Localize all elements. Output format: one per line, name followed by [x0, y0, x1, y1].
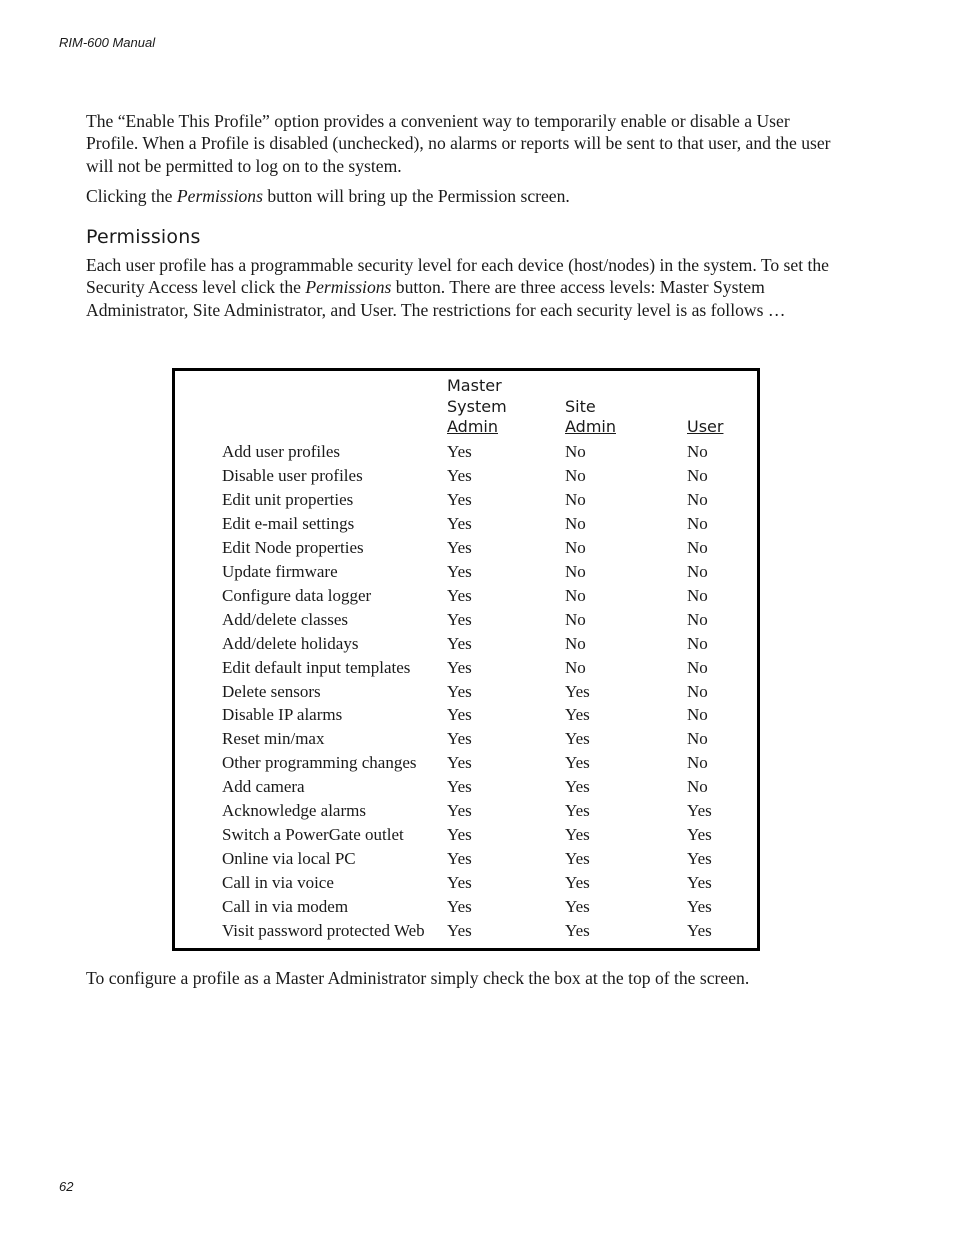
site-admin-value: Yes — [565, 681, 590, 701]
site-admin-value: Yes — [565, 921, 590, 940]
permission-name: Call in via voice — [222, 873, 334, 893]
master-admin-value: Yes — [447, 849, 472, 869]
permission-name: Add camera — [222, 777, 305, 797]
site-admin-value: Yes — [565, 777, 590, 797]
site-admin-value: No — [565, 585, 586, 605]
master-admin-value: Yes — [447, 825, 472, 845]
table-row — [0, 777, 954, 801]
site-admin-value: No — [565, 657, 586, 677]
permission-name: Delete sensors — [222, 681, 321, 701]
running-header: RIM-600 Manual — [59, 35, 156, 50]
header-site-admin: Site Admin — [565, 396, 616, 436]
master-admin-value: Yes — [447, 801, 472, 821]
permission-name: Add/delete classes — [222, 609, 349, 629]
permissions-emphasis: Permissions — [176, 186, 263, 207]
master-admin-value: Yes — [447, 729, 472, 749]
section-title: Permissions — [86, 225, 201, 248]
header-master-system-admin: Master System Admin — [447, 376, 507, 436]
permission-name: Disable user profiles — [222, 465, 363, 485]
user-value: Yes — [687, 801, 712, 821]
master-admin-value: Yes — [447, 561, 472, 581]
table-row — [0, 562, 954, 586]
user-value: No — [687, 585, 708, 605]
user-value: Yes — [687, 921, 712, 940]
table-row — [0, 825, 954, 849]
body-text — [86, 110, 846, 329]
user-value: No — [687, 705, 708, 725]
permission-name: Other programming changes — [222, 753, 417, 773]
table-row — [0, 921, 954, 945]
table-row — [0, 490, 954, 514]
site-admin-value: No — [565, 609, 586, 629]
table-row — [0, 682, 954, 706]
user-value: No — [687, 513, 708, 533]
table-row — [0, 897, 954, 921]
permission-name: Reset min/max — [222, 729, 325, 749]
master-admin-value: Yes — [447, 633, 472, 653]
table-row — [0, 634, 954, 658]
site-admin-value: Yes — [565, 753, 590, 773]
user-value: No — [687, 537, 708, 557]
site-admin-value: Yes — [565, 705, 590, 725]
site-admin-value: No — [565, 465, 586, 485]
permission-name: Add/delete holidays — [222, 633, 359, 653]
table-row — [0, 705, 954, 729]
page-number: 62 — [59, 1179, 74, 1194]
permission-name: Edit default input templates — [222, 657, 411, 677]
site-admin-value: No — [565, 537, 586, 557]
master-admin-value: Yes — [447, 609, 472, 629]
site-admin-value: Yes — [565, 849, 590, 869]
master-admin-value: Yes — [447, 489, 472, 509]
master-admin-value: Yes — [447, 465, 472, 485]
user-value: No — [687, 561, 708, 581]
section-paragraph: Each user profile has a programmable security level for each device (host/nodes) in the system. To set the Security Access level click the Permissions button. There are three access levels: Master System Administrator, Site Administrator, and User. The restrictions for each security level is as follows … — [86, 255, 829, 320]
permission-name: Call in via modem — [222, 897, 349, 917]
site-admin-value: Yes — [565, 873, 590, 893]
table-row — [0, 801, 954, 825]
table-row — [0, 514, 954, 538]
permission-name: Switch a PowerGate outlet — [222, 825, 404, 845]
permission-name: Online via local PC — [222, 849, 356, 869]
permission-name: Visit password protected Web — [222, 921, 425, 940]
user-value: No — [687, 633, 708, 653]
permission-name: Edit Node properties — [222, 537, 364, 557]
user-value: No — [687, 489, 708, 509]
site-admin-value: No — [565, 513, 586, 533]
master-admin-value: Yes — [447, 513, 472, 533]
user-value: No — [687, 465, 708, 485]
master-admin-value: Yes — [447, 585, 472, 605]
table-row — [0, 753, 954, 777]
permissions-emphasis: Permissions — [305, 277, 392, 298]
table-row — [0, 538, 954, 562]
permission-name: Edit e-mail settings — [222, 513, 355, 533]
permission-name: Configure data logger — [222, 585, 372, 605]
user-value: No — [687, 442, 708, 461]
master-admin-value: Yes — [447, 442, 472, 461]
table-row — [0, 466, 954, 490]
table-row — [0, 658, 954, 682]
user-value: Yes — [687, 849, 712, 869]
user-value: No — [687, 657, 708, 677]
permission-name: Disable IP alarms — [222, 705, 343, 725]
intro-paragraph: The “Enable This Profile” option provides a convenient way to temporarily enable or disable a User Profile. When a Profile is disabled (unchecked), no alarms or reports will be sent to that user, and the user will not be permitted to log on to the system. — [86, 111, 831, 176]
master-admin-value: Yes — [447, 897, 472, 917]
master-admin-value: Yes — [447, 873, 472, 893]
user-value: Yes — [687, 825, 712, 845]
master-admin-value: Yes — [447, 537, 472, 557]
site-admin-value: Yes — [565, 801, 590, 821]
table-row — [0, 442, 954, 466]
master-admin-value: Yes — [447, 777, 472, 797]
header-user: User — [687, 417, 724, 436]
table-row — [0, 586, 954, 610]
user-value: No — [687, 729, 708, 749]
site-admin-value: No — [565, 442, 586, 461]
permission-name: Add user profiles — [222, 442, 341, 461]
master-admin-value: Yes — [447, 753, 472, 773]
permission-name: Acknowledge alarms — [222, 801, 366, 821]
user-value: No — [687, 681, 708, 701]
user-value: Yes — [687, 873, 712, 893]
site-admin-value: Yes — [565, 897, 590, 917]
master-admin-value: Yes — [447, 681, 472, 701]
site-admin-value: Yes — [565, 729, 590, 749]
site-admin-value: No — [565, 633, 586, 653]
closing-paragraph: To configure a profile as a Master Administrator simply check the box at the top of the screen. — [86, 968, 750, 988]
table-row — [0, 873, 954, 897]
permission-name: Edit unit properties — [222, 489, 354, 509]
user-value: No — [687, 777, 708, 797]
master-admin-value: Yes — [447, 921, 472, 940]
user-value: Yes — [687, 897, 712, 917]
user-value: No — [687, 753, 708, 773]
site-admin-value: Yes — [565, 825, 590, 845]
site-admin-value: No — [565, 561, 586, 581]
table-row — [0, 849, 954, 873]
master-admin-value: Yes — [447, 657, 472, 677]
user-value: No — [687, 609, 708, 629]
permission-name: Update firmware — [222, 561, 338, 581]
master-admin-value: Yes — [447, 705, 472, 725]
table-row — [0, 610, 954, 634]
site-admin-value: No — [565, 489, 586, 509]
table-row — [0, 729, 954, 753]
permissions-button-paragraph: Clicking the Permissions button will bring up the Permission screen. — [86, 186, 570, 207]
